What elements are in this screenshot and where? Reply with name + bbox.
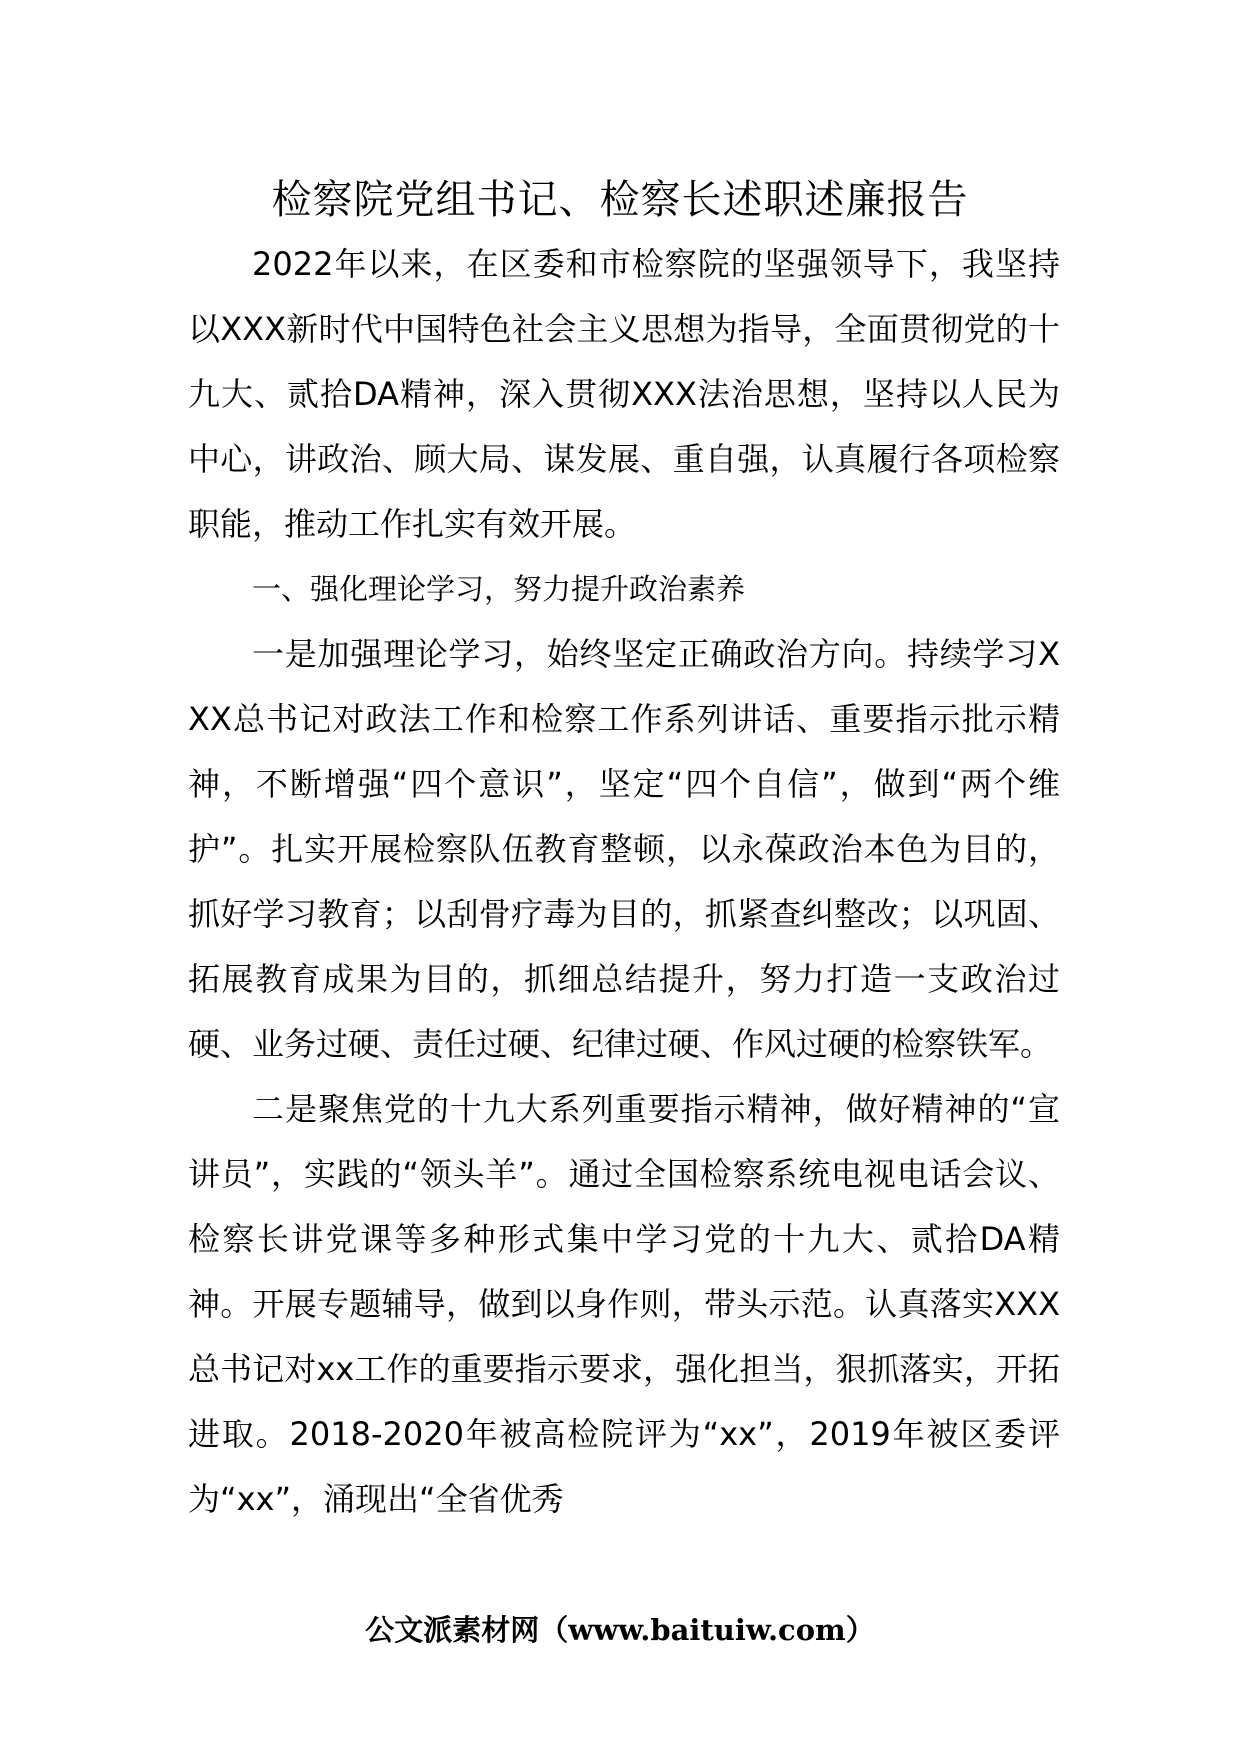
- intro-paragraph: 2022年以来，在区委和市检察院的坚强领导下，我坚持以XXX新时代中国特色社会主义思想为指导，全面贯彻党的十九大、贰拾DA精神，深入贯彻XXX法治思想，坚持以人民为中心，讲政治、顾大局、谋发展、重自强，认真履行各项检察职能，推动工作扎实有效开展。: [188, 245, 1060, 543]
- body-paragraph-2: 二是聚焦党的十九大系列重要指示精神，做好精神的“宣讲员”，实践的“领头羊”。通过全国检察系统电视电话会议、检察长讲党课等多种形式集中学习党的十九大、贰拾DA精神。开展专题辅导，做到以身作则，带头示范。认真落实XXX总书记对xx工作的重要指示要求，强化担当，狠抓落实，开拓进取。2018-2020年被高检院评为“xx”，2019年被区委评为“xx”，涌现出“全省优秀: [188, 1090, 1060, 1518]
- body-paragraph-1: 一是加强理论学习，始终坚定正确政治方向。持续学习XXX总书记对政法工作和检察工作系列讲话、重要指示批示精神，不断增强“四个意识”，坚定“四个自信”，做到“两个维护”。扎实开展检察队伍教育整顿，以永葆政治本色为目的，抓好学习教育；以刮骨疗毒为目的，抓紧查纠整改；以巩固、拓展教育成果为目的，抓细总结提升，努力打造一支政治过硬、业务过硬、责任过硬、纪律过硬、作风过硬的检察铁军。: [188, 635, 1060, 1063]
- document-body: [188, 232, 1060, 1532]
- document-title: 检察院党组书记、检察长述职述廉报告: [271, 177, 969, 223]
- section-heading: 一、强化理论学习，努力提升政治素养: [252, 572, 746, 606]
- footer-watermark: 公文派素材网（www.baituiw.com）: [365, 1613, 875, 1647]
